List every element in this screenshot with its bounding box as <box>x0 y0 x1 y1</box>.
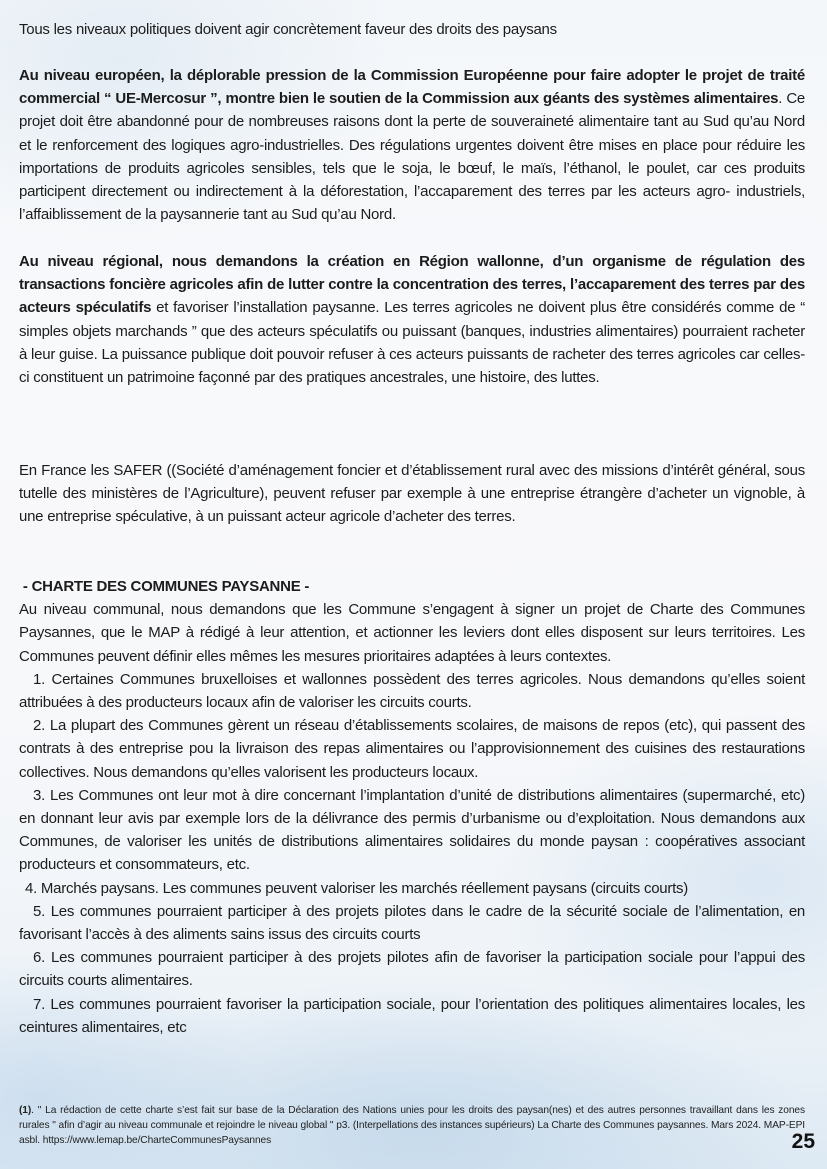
france-safer-paragraph: En France les SAFER ((Société d’aménagement foncier et d’établissement rural avec des missions d’intérêt général, sous tutelle des ministères de l’Agriculture), peuvent refuser par exemple à une entreprise étrangère d’acheter un vignoble, à une entreprise spéculative, à un puissant acteur agricole d’acheter des terres. <box>19 462 805 526</box>
charter-intro: Au niveau communal, nous demandons que les Commune s’engagent à signer un projet de Charte des Communes Paysannes, que le MAP à rédigé à leur attention, et actionner les leviers dont elles disposent sur leurs territoires. Les Communes peuvent définir elles mêmes les mesures prioritaires adaptées à leurs contextes. <box>19 601 805 665</box>
charter-section <box>19 575 805 1039</box>
intro-line: Tous les niveaux politiques doivent agir concrètement faveur des droits des paysans <box>19 21 557 38</box>
charter-item-3: 3. Les Communes ont leur mot à dire concernant l’implantation d’unité de distributions alimentaires (supermarché, etc) en donnant leur avis par exemple lors de la délivrance des permis d’urbanisme ou d’exploitation. Nous demandons aux Communes, de valoriser les unités de distributions alimentaires solidaires du monde paysan : coopératives associant producteurs et consommateurs, etc. <box>19 786 805 874</box>
footnote <box>19 1103 805 1149</box>
charter-item-5: 5. Les communes pourraient participer à des projets pilotes dans le cadre de la sécurité sociale de l’alimentation, en favorisant l’accès à des aliments sains issus des circuits courts <box>19 902 805 944</box>
regional-level-paragraph <box>19 250 805 389</box>
charter-item-7: 7. Les communes pourraient favoriser la participation sociale, pour l’orientation des politiques alimentaires locales, les ceintures alimentaires, etc <box>19 995 805 1036</box>
charter-item-2: 2. La plupart des Communes gèrent un réseau d’établissements scolaires, de maisons de repos (etc), qui passent des contrats à des entreprise pou la livraison des repas alimentaires ou l’approvisionnement des cuisines des restaurations collectives. Nous demandons qu’elles valorisent les producteurs locaux. <box>19 717 805 781</box>
european-level-emphasis: Au niveau européen, la déplorable pression de la Commission Européenne pour faire adopter le projet de traité commercial “ UE-Mercosur ”, montre bien le soutien de la Commission aux géants des systèmes alimentaires <box>19 67 805 108</box>
charter-item-1: 1. Certaines Communes bruxelloises et wallonnes possèdent des terres agricoles. Nous demandons qu’elles soient attribuées à des producteurs locaux afin de valoriser les circuits courts. <box>19 670 805 712</box>
regional-level-text: et favoriser l’installation paysanne. Les terres agricoles ne doivent plus être considérés comme de “ simples objets marchands ” que des acteurs spéculatifs ou puissant (banques, industries alimentaires) pourraient racheter à leur guise. La puissance publique doit pouvoir refuser à ces acteurs puissants de racheter des terres agricoles car celles-ci constituent un patrimoine façonné par des pratiques ancestrales, une histoire, des luttes. <box>19 299 805 387</box>
footnote-ref: (1) <box>19 1105 32 1116</box>
page-number: 25 <box>791 1130 815 1153</box>
european-level-text: . Ce projet doit être abandonné pour de nombreuses raisons dont la perte de souveraineté alimentaire tant au Sud qu’au Nord et le renforcement des logiques agro-industrielles. Des régulations urgentes doivent être mises en place pour réduire les importations de produits agricoles sensibles, tels que le soja, le bœuf, le maïs, l’éthanol, le poulet, car ces produits participent directement ou indirectement à la déforestation, l’accaparement des terres par les acteurs agro- industriels, l’affaiblissement de la paysannerie tant au Sud qu’au Nord. <box>19 90 805 224</box>
european-level-paragraph <box>19 64 805 226</box>
charter-item-4: 4. Marchés paysans. Les communes peuvent valoriser les marchés réellement paysans (circuits courts) <box>25 879 689 897</box>
footnote-text: . " La rédaction de cette charte s’est fait sur base de la Déclaration des Nations unies pour les droits des paysan(nes) et des autres personnes travaillant dans les zones rurales " afin d’agir au niveau communale et rejoindre le niveau global " p3. (Interpellations des instances supérieurs) La Charte des Communes paysannes. Mars 2024. MAP-EPI asbl. https://www.lemap.be/CharteCommunesPaysannes <box>19 1105 805 1147</box>
regional-level-emphasis: Au niveau régional, nous demandons la création en Région wallonne, d’un organisme de régulation des transactions foncière agricoles afin de lutter contre la concentration des terres, l’accaparement des terres par des acteurs spéculatifs <box>19 253 805 317</box>
charter-item-6: 6. Les communes pourraient participer à des projets pilotes afin de favoriser la participation sociale pour l’appui des circuits courts alimentaires. <box>19 949 805 990</box>
charter-heading: - CHARTE DES COMMUNES PAYSANNE - <box>19 578 310 595</box>
